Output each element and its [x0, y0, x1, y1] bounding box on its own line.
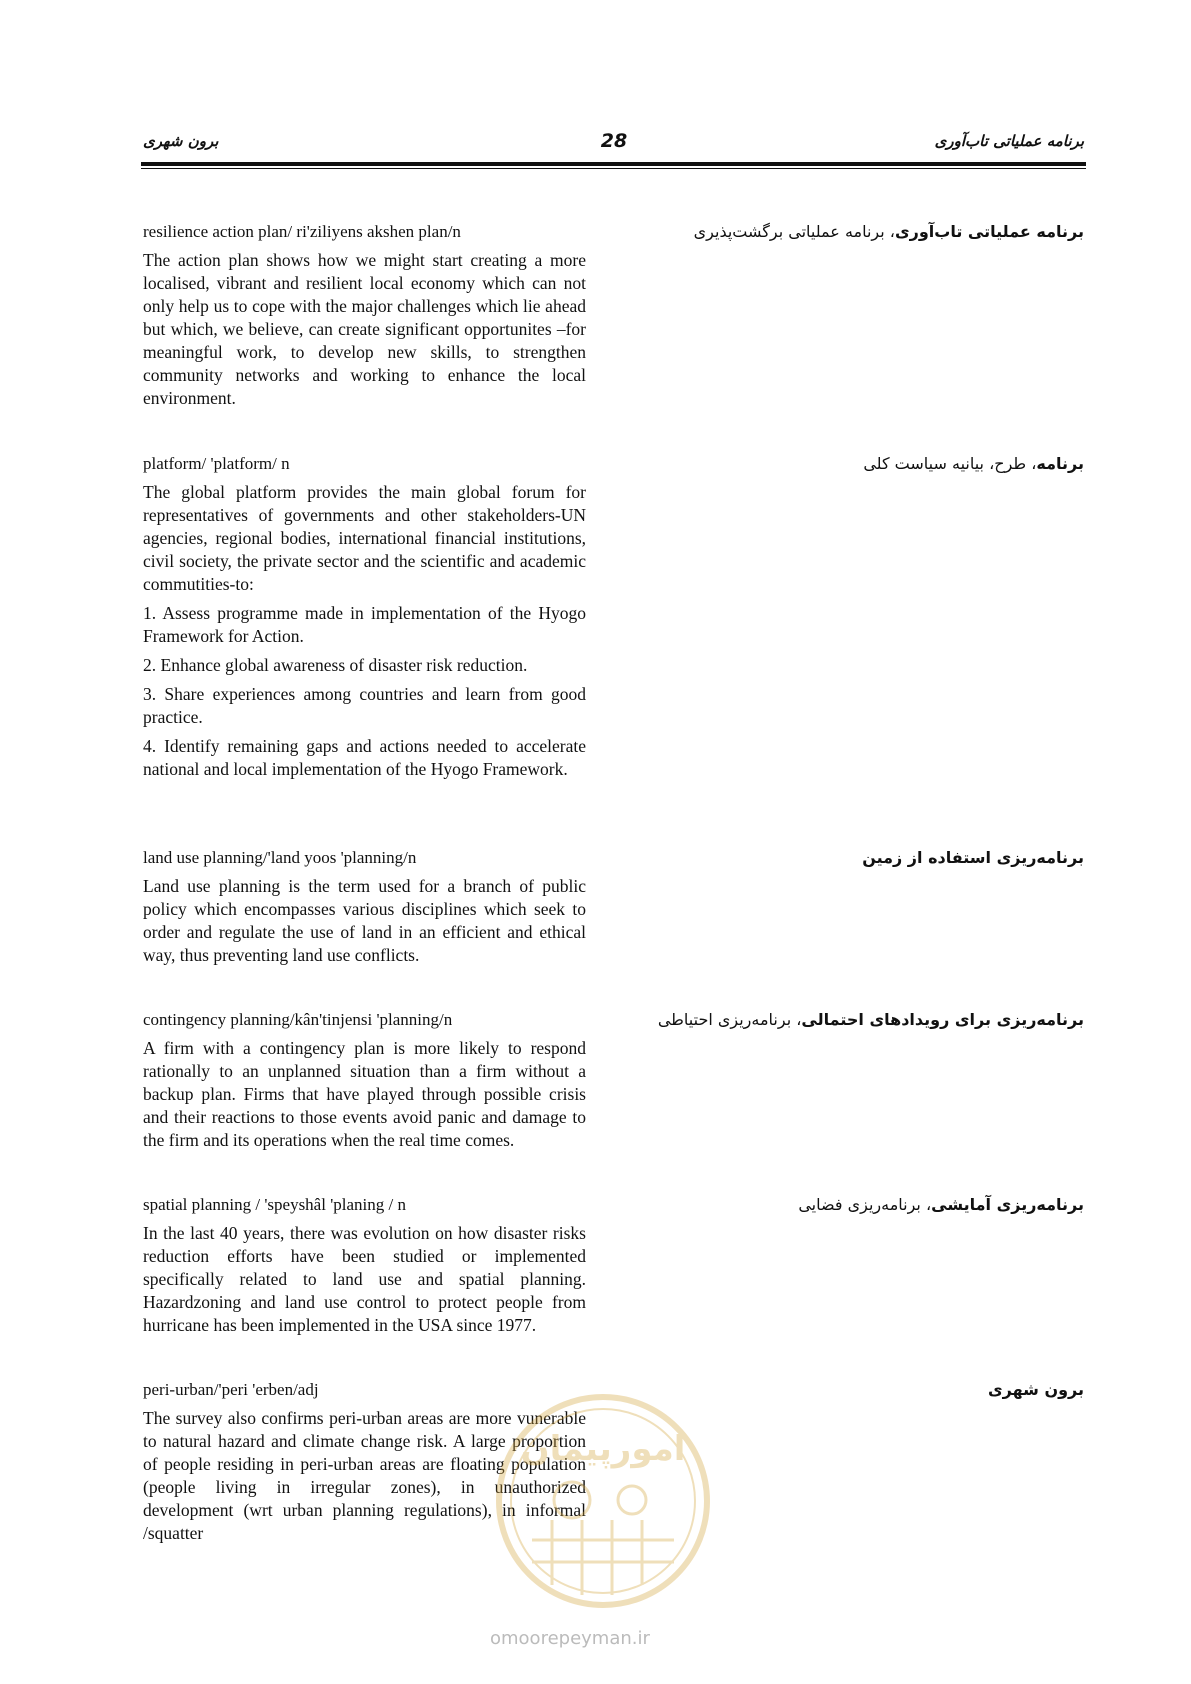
fa-equivalent-peri-urban [988, 1380, 1084, 1399]
entry-term: platform/ 'platform/ n [143, 454, 290, 473]
entry-definition: A firm with a contingency plan is more likely to respond rationally to an unplanned situation than a firm without a backup plan. Firms that have played through possible crisis and their reactions to those events avoid panic and damage to the firm and its operations when the real time comes. [143, 1038, 586, 1150]
fa-term-bold: برون شهری [987, 1380, 1084, 1399]
fa-equivalent-spatial-planning [798, 1195, 1084, 1214]
fa-equivalent-resilience-action-plan [694, 222, 1084, 241]
entry-list-item: 3. Share experiences among countries and learn from good practice. [143, 684, 586, 727]
entry-term: resilience action plan/ ri'ziliyens akshen plan/n [143, 222, 461, 241]
entry-term: peri-urban/'peri 'erben/adj [143, 1380, 319, 1399]
fa-equivalent-platform [863, 454, 1084, 473]
header-left-title: برون شهری [143, 132, 219, 150]
fa-term-bold: برنامه‌ریزی برای رویدادهای احتمالی [801, 1010, 1084, 1029]
entry-list-item: 1. Assess programme made in implementation of the Hyogo Framework for Action. [143, 603, 586, 646]
fa-term-bold: برنامه [1036, 454, 1084, 473]
watermark-logo-text: امورپیمان [520, 1429, 686, 1469]
header-rule-thick [141, 162, 1086, 166]
fa-term-bold: برنامه عملیاتی تاب‌آوری [894, 222, 1084, 241]
entry-definition: In the last 40 years, there was evolution on how disaster risks reduction efforts have been studied or implemented specifically related to land use and spatial planning. Hazardzoning and land use control to protect people from hurricane has been implemented in the USA since 1977. [143, 1223, 586, 1335]
entry-term: spatial planning / 'speyshâl 'planing / n [143, 1195, 406, 1214]
fa-term-rest: ، برنامه عملیاتی برگشت‌پذیری [693, 222, 895, 241]
fa-equivalent-land-use-planning [862, 848, 1084, 867]
entry-resilience-action-plan [143, 222, 586, 416]
entry-term: land use planning/'land yoos 'planning/n [143, 848, 417, 867]
entry-definition: The global platform provides the main global forum for representatives of governments and other stakeholders-UN agencies, regional bodies, international financial institutions, civil society, the private sector and the scientific and academic commutities-to: [143, 482, 586, 594]
fa-term-bold: برنامه‌ریزی آمایشی [931, 1195, 1084, 1214]
entry-land-use-planning [143, 848, 586, 973]
fa-term-rest: ، برنامه‌ریزی فضایی [798, 1195, 932, 1214]
fa-term-rest: ، برنامه‌ریزی احتیاطی [657, 1010, 802, 1029]
entry-term: contingency planning/kân'tinjensi 'planning/n [143, 1010, 453, 1029]
entry-platform [143, 454, 586, 787]
fa-equivalent-contingency-planning [658, 1010, 1084, 1029]
entry-contingency-planning [143, 1010, 586, 1158]
header-rule-thin [141, 168, 1086, 169]
entry-definition: Land use planning is the term used for a branch of public policy which encompasses various disciplines which seek to order and regulate the use of land in an efficient and ethical way, thus preventing land use conflicts. [143, 876, 586, 965]
watermark-logo [492, 1390, 714, 1620]
header-right-title: برنامه عملیاتی تاب‌آوری [934, 132, 1084, 150]
watermark-site: omoorepeyman.ir [490, 1628, 650, 1649]
entry-definition: The action plan shows how we might start creating a more localised, vibrant and resilient local economy which can not only help us to cope with the major challenges which lie ahead but which, we believe, can create significant opportunites –for meaningful work, to develop new skills, to strengthen community networks and working to enhance the local environment. [143, 250, 586, 408]
entry-list-item: 2. Enhance global awareness of disaster risk reduction. [143, 655, 528, 675]
page-number: 28 [600, 130, 628, 152]
fa-term-rest: ، طرح، بیانیه سیاست کلی [863, 454, 1037, 473]
entry-spatial-planning [143, 1195, 586, 1343]
entry-definition: The survey also confirms peri-urban areas are more vunerable to natural hazard and climate change risk. A large proportion of people residing in peri-urban areas are floating population (people living in irregular zones), in unauthorized development (wrt urban planning regulations), in informal /squatter [143, 1408, 586, 1543]
entry-list-item: 4. Identify remaining gaps and actions needed to accelerate national and local implementation of the Hyogo Framework. [143, 736, 586, 779]
fa-term-bold: برنامه‌ریزی استفاده از زمین [862, 848, 1084, 867]
